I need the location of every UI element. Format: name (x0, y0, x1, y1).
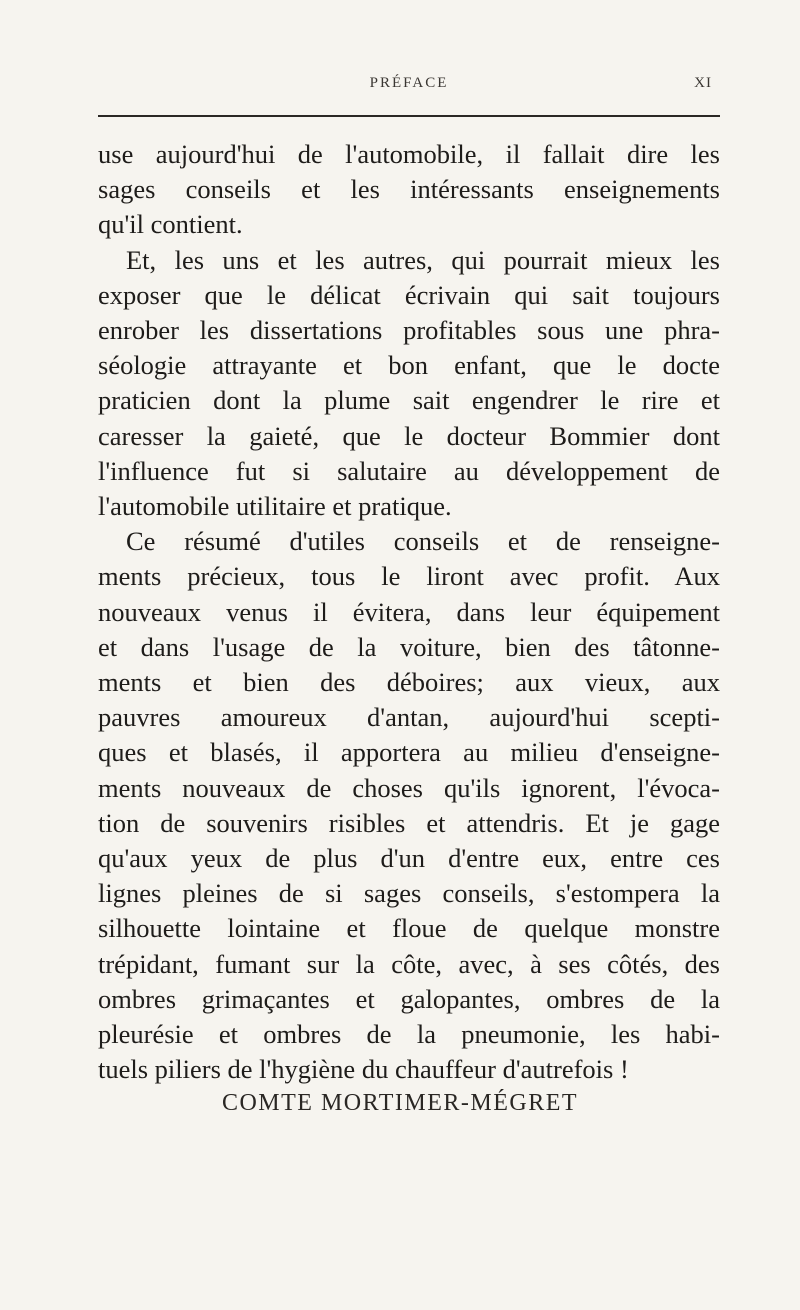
text-line: Et, les uns et les autres, qui pourrait mieux les (126, 244, 720, 275)
text-line: ques et blasés, il apportera au milieu d'enseigne- (98, 737, 720, 768)
text-line: trépidant, fumant sur la côte, avec, à ses côtés, des (98, 948, 720, 979)
text-line: et dans l'usage de la voiture, bien des tâtonne- (98, 631, 720, 662)
body-text (98, 137, 720, 1087)
author-signature: COMTE MORTIMER-MÉGRET (221, 1090, 579, 1116)
page-header (98, 75, 720, 105)
header-rule (98, 115, 720, 117)
text-line: qu'il contient. (98, 209, 243, 240)
text-line: nouveaux venus il évitera, dans leur équipement (98, 596, 720, 627)
running-head: PRÉFACE (369, 75, 449, 91)
text-line: sages conseils et les intéressants enseignements (98, 174, 720, 205)
text-line: ments nouveaux de choses qu'ils ignorent, l'évoca- (98, 772, 720, 803)
text-line: tuels piliers de l'hygiène du chauffeur d'autrefois ! (98, 1054, 629, 1085)
text-line: tion de souvenirs risibles et attendris. Et je gage (98, 807, 720, 838)
text-line: l'influence fut si salutaire au développement de (98, 455, 720, 486)
page-number: XI (694, 75, 712, 91)
text-line: silhouette lointaine et floue de quelque monstre (98, 913, 720, 944)
text-line: ombres grimaçantes et galopantes, ombres de la (98, 983, 720, 1014)
text-line: caresser la gaieté, que le docteur Bommier dont (98, 420, 720, 451)
text-line: pauvres amoureux d'antan, aujourd'hui scepti- (98, 702, 720, 733)
text-line: séologie attrayante et bon enfant, que le docte (98, 350, 720, 381)
text-line: ments et bien des déboires; aux vieux, aux (98, 667, 720, 698)
text-line: lignes pleines de si sages conseils, s'estompera la (98, 878, 720, 909)
text-line: praticien dont la plume sait engendrer le rire et (98, 385, 720, 416)
text-line: qu'aux yeux de plus d'un d'entre eux, entre ces (98, 843, 720, 874)
text-line: use aujourd'hui de l'automobile, il fallait dire les (98, 139, 720, 169)
text-line: pleurésie et ombres de la pneumonie, les habi- (98, 1019, 720, 1050)
text-line: Ce résumé d'utiles conseils et de renseigne- (126, 526, 720, 557)
text-line: enrober les dissertations profitables sous une phra- (98, 315, 720, 346)
text-line: exposer que le délicat écrivain qui sait toujours (98, 279, 720, 310)
text-line: ments précieux, tous le liront avec profit. Aux (98, 561, 720, 592)
text-line: l'automobile utilitaire et pratique. (98, 491, 452, 522)
